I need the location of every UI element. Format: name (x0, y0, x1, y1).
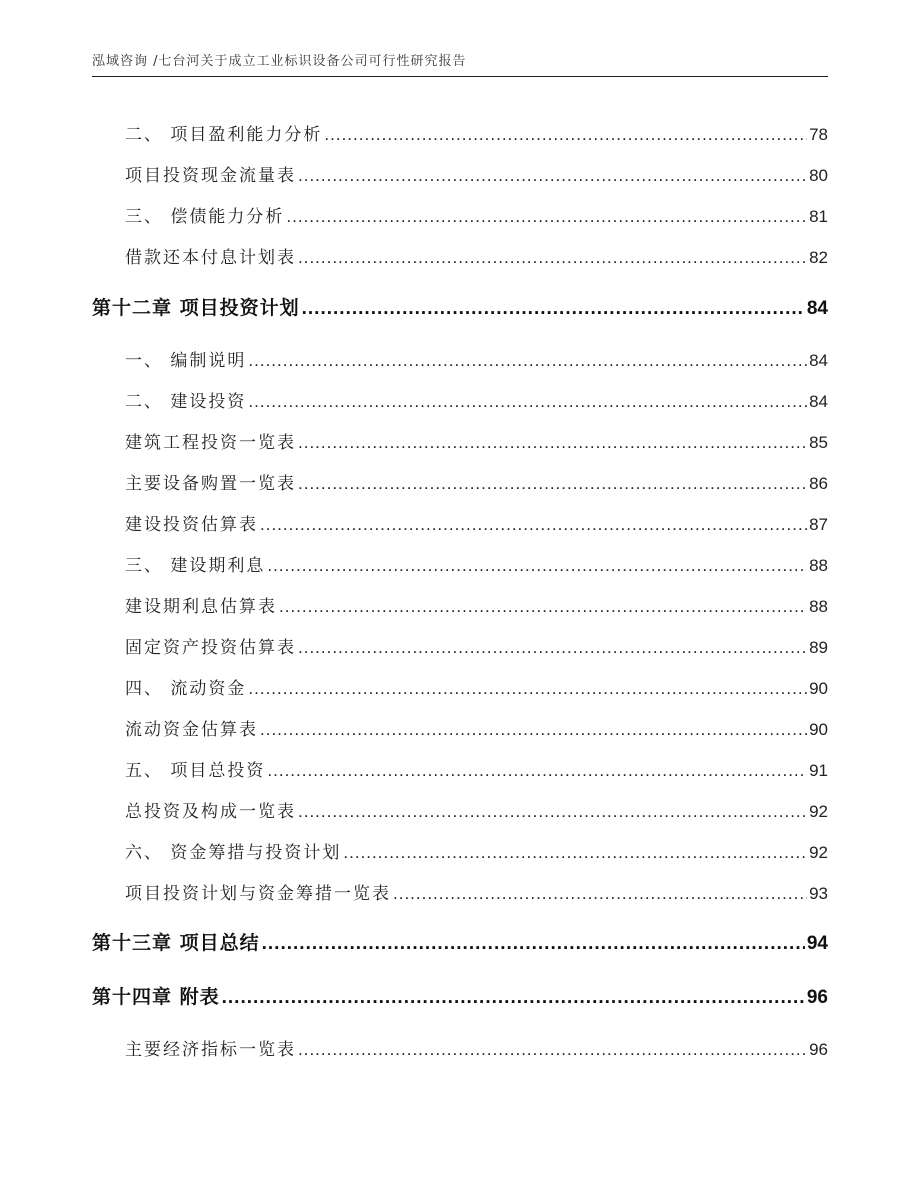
toc-entry-label: 总投资及构成一览表 (125, 802, 296, 822)
toc-entry-label: 三、 偿债能力分析 (125, 207, 285, 227)
toc-dot-leader (298, 1035, 807, 1065)
toc-dot-leader (248, 674, 807, 704)
toc-entry-label: 四、 流动资金 (125, 679, 247, 699)
toc-entry-label: 建设投资估算表 (125, 515, 258, 535)
toc-dot-leader (248, 346, 807, 376)
toc-dot-leader (393, 879, 807, 909)
toc-entry-label: 五、 项目总投资 (125, 761, 266, 781)
toc-dot-leader (248, 387, 807, 417)
toc-dot-leader (298, 633, 807, 663)
toc-entry-page-number: 96 (809, 1040, 828, 1059)
toc-entry-page-number: 91 (809, 761, 828, 780)
toc-entry[interactable] (125, 243, 828, 273)
toc-entry[interactable] (125, 838, 828, 868)
toc-entry-label: 建设期利息估算表 (125, 597, 277, 617)
toc-dot-leader (343, 838, 807, 868)
page-header: 泓域咨询 /七台河关于成立工业标识设备公司可行性研究报告 (92, 50, 828, 77)
toc-dot-leader (286, 202, 807, 232)
toc-entry[interactable] (125, 551, 828, 581)
toc-entry-page-number: 92 (809, 802, 828, 821)
toc-entry-label: 主要设备购置一览表 (125, 474, 296, 494)
toc-entry[interactable] (125, 715, 828, 745)
toc-entry-label: 三、 建设期利息 (125, 556, 266, 576)
toc-entry[interactable] (125, 202, 828, 232)
toc-chapter-label: 第十三章 项目总结 (92, 932, 260, 954)
toc-dot-leader (298, 428, 807, 458)
toc-entry-label: 建筑工程投资一览表 (125, 433, 296, 453)
toc-entry-page-number: 88 (809, 597, 828, 616)
toc-dot-leader (298, 469, 807, 499)
toc-entry-page-number: 93 (809, 884, 828, 903)
toc-entry[interactable] (125, 1035, 828, 1065)
toc-entry-page-number: 92 (809, 843, 828, 862)
toc-entry[interactable] (125, 510, 828, 540)
toc-entry-page-number: 82 (809, 248, 828, 267)
toc-entry-page-number: 85 (809, 433, 828, 452)
toc-dot-leader (260, 510, 807, 540)
toc-dot-leader (302, 293, 805, 324)
toc-entry-label: 项目投资现金流量表 (125, 166, 296, 186)
toc-entry-label: 二、 建设投资 (125, 392, 247, 412)
toc-entry-label: 一、 编制说明 (125, 351, 247, 371)
toc-entry[interactable] (125, 756, 828, 786)
toc-dot-leader (279, 592, 807, 622)
toc-entry-page-number: 90 (809, 720, 828, 739)
toc-dot-leader (222, 982, 805, 1013)
toc-chapter-entry[interactable] (92, 293, 828, 323)
toc-entry-label: 流动资金估算表 (125, 720, 258, 740)
toc-entry[interactable] (125, 674, 828, 704)
toc-entry-label: 固定资产投资估算表 (125, 638, 296, 658)
toc-chapter-label: 第十二章 项目投资计划 (92, 297, 300, 319)
toc-entry[interactable] (125, 161, 828, 191)
toc-entry[interactable] (125, 797, 828, 827)
toc-dot-leader (298, 161, 807, 191)
toc-entry-label: 借款还本付息计划表 (125, 248, 296, 268)
toc-entry[interactable] (125, 469, 828, 499)
toc-entry-page-number: 96 (806, 987, 828, 1008)
toc-entry-label: 主要经济指标一览表 (125, 1040, 296, 1060)
toc-entry-page-number: 87 (809, 515, 828, 534)
toc-entry-label: 二、 项目盈利能力分析 (125, 125, 323, 145)
toc-dot-leader (298, 797, 807, 827)
toc-chapter-entry[interactable] (92, 928, 828, 958)
toc-dot-leader (267, 551, 807, 581)
toc-entry[interactable] (125, 592, 828, 622)
toc-entry-page-number: 89 (809, 638, 828, 657)
toc-entry[interactable] (125, 879, 828, 909)
toc-dot-leader (260, 715, 807, 745)
toc-entry[interactable] (125, 633, 828, 663)
toc-chapter-entry[interactable] (92, 982, 828, 1012)
toc-entry-page-number: 84 (806, 298, 828, 319)
toc-entry-page-number: 84 (809, 351, 828, 370)
toc-entry-page-number: 81 (809, 207, 828, 226)
toc-entry-page-number: 90 (809, 679, 828, 698)
toc-entry[interactable] (125, 346, 828, 376)
toc-entry-page-number: 94 (806, 933, 828, 954)
toc-entry-page-number: 86 (809, 474, 828, 493)
toc-entry-page-number: 80 (809, 166, 828, 185)
toc-entry-page-number: 78 (809, 125, 828, 144)
toc-entry[interactable] (125, 120, 828, 150)
toc-chapter-label: 第十四章 附表 (92, 986, 220, 1008)
toc-dot-leader (262, 928, 805, 959)
toc-entry-label: 六、 资金筹措与投资计划 (125, 843, 342, 863)
toc-dot-leader (298, 243, 807, 273)
toc-entry[interactable] (125, 428, 828, 458)
toc-entry-label: 项目投资计划与资金筹措一览表 (125, 884, 391, 904)
toc-entry-page-number: 88 (809, 556, 828, 575)
toc-dot-leader (324, 120, 807, 150)
toc-entry[interactable] (125, 387, 828, 417)
toc-dot-leader (267, 756, 807, 786)
toc-entry-page-number: 84 (809, 392, 828, 411)
